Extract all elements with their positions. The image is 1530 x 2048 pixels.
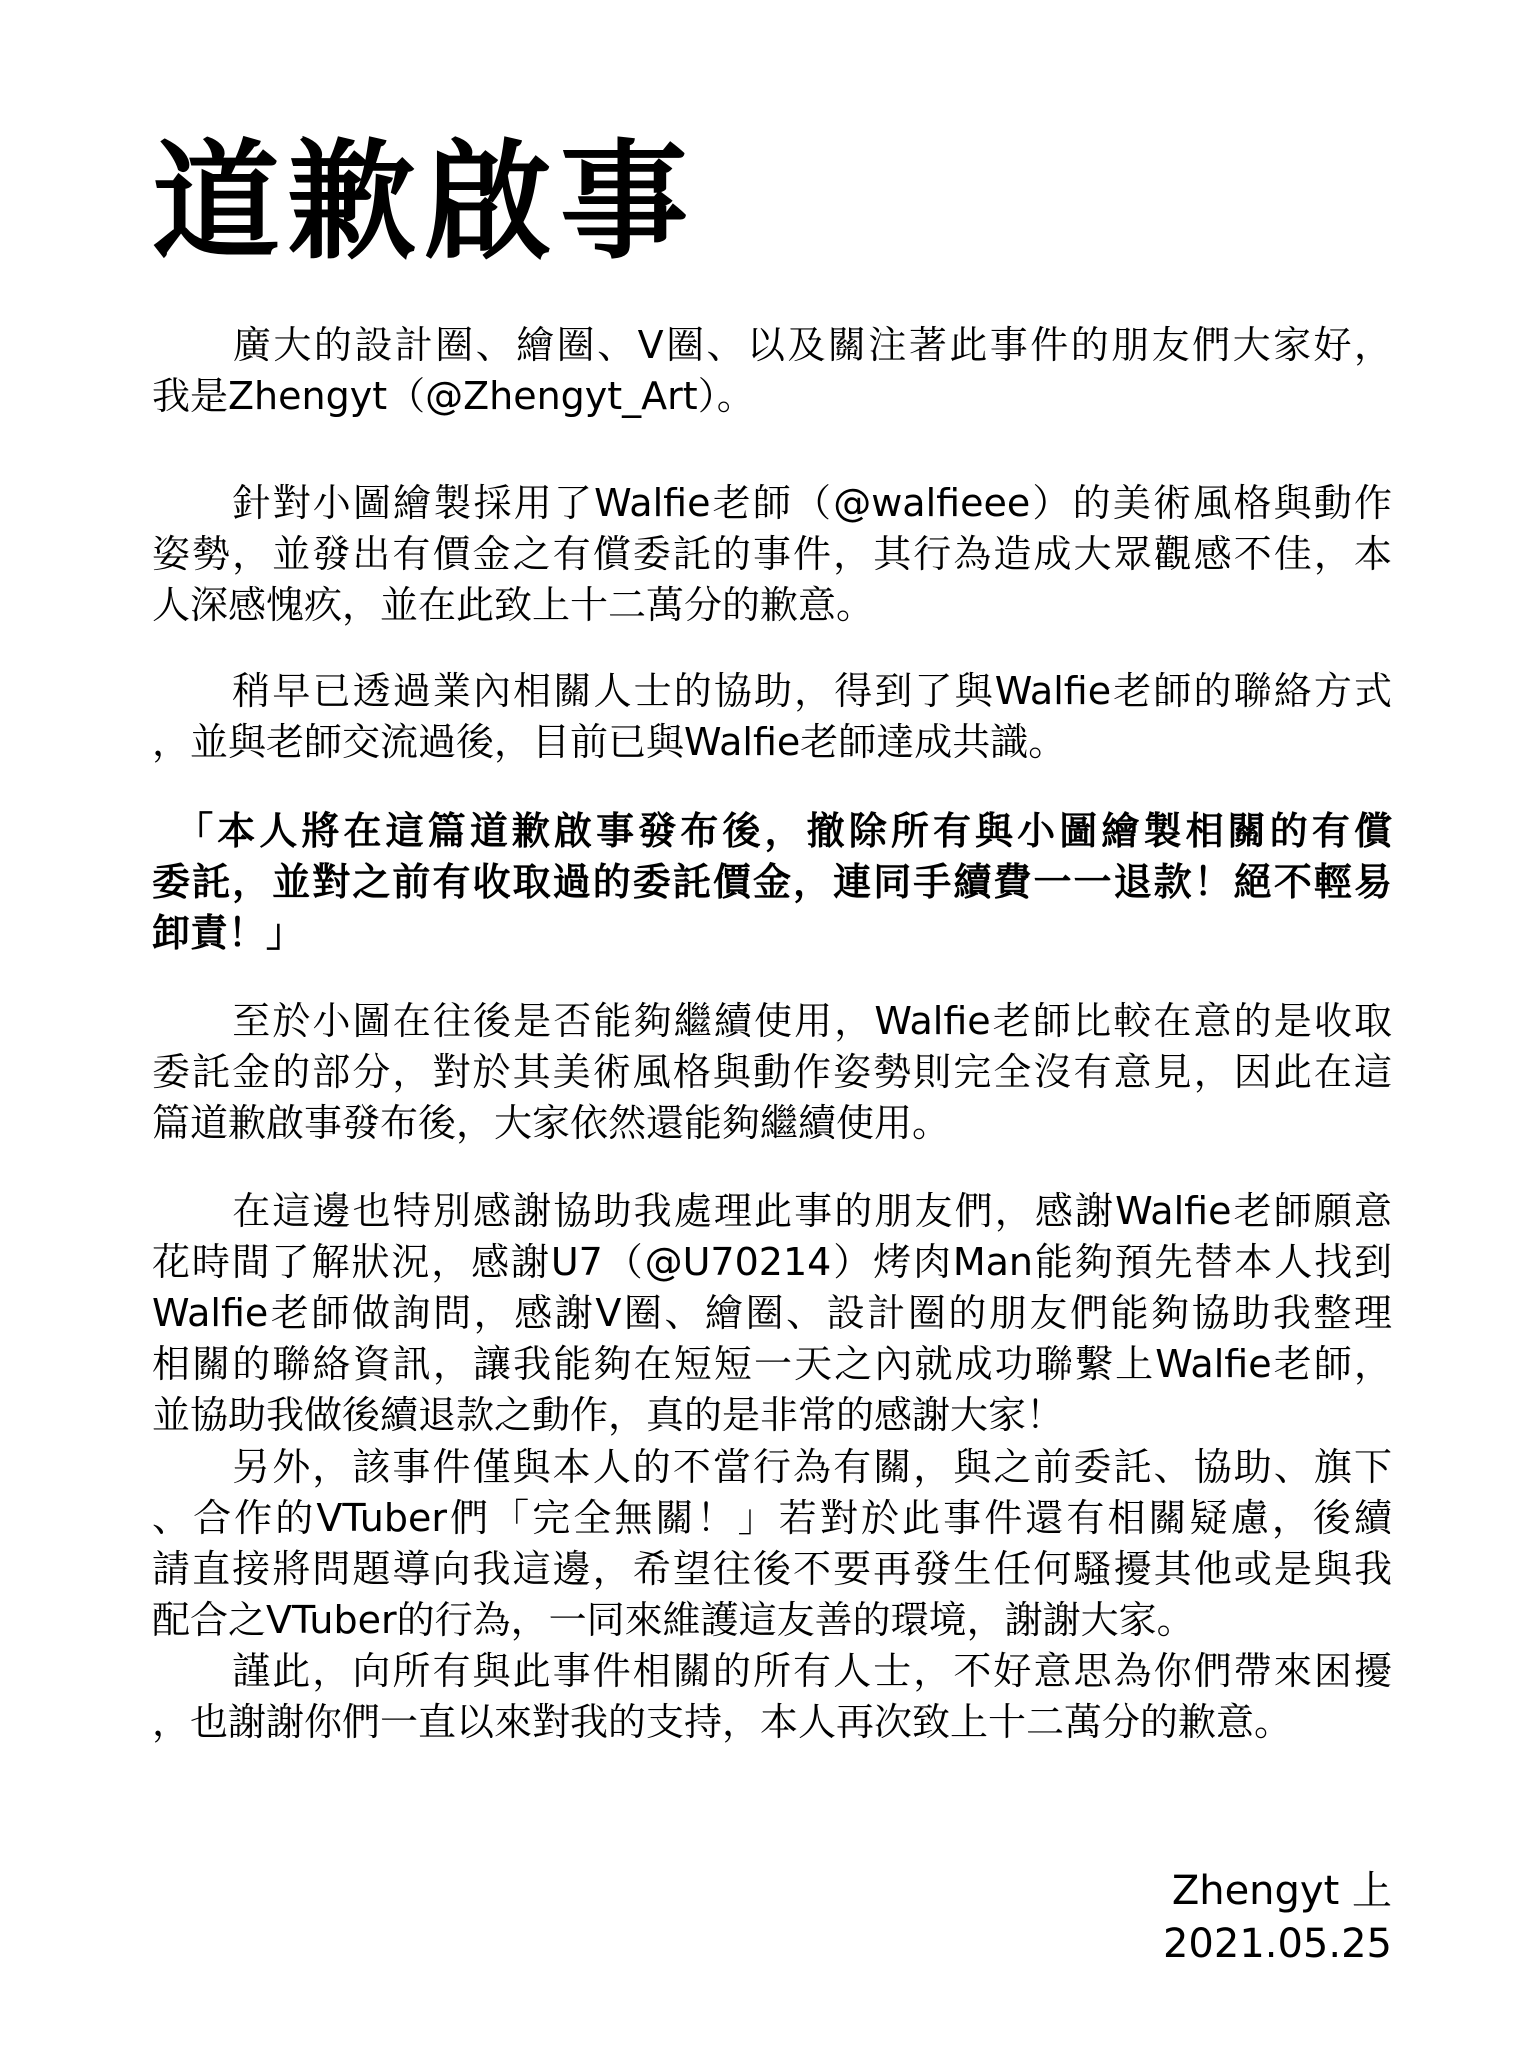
paragraph-line: 我是Zhengyt（@Zhengyt_Art）。 (152, 374, 755, 418)
paragraph-line: 至於小圖在往後是否能夠繼續使用，Walfie老師比較在意的是收取 (152, 999, 1392, 1043)
paragraph-line: 廣大的設計圈、繪圈、V圈、以及關注著此事件的朋友們大家好， (152, 323, 1392, 367)
paragraph (152, 478, 1392, 631)
paragraph-line: 、合作的VTuber們「完全無關！」若對於此事件還有相關疑慮，後續 (152, 1496, 1392, 1540)
paragraph (152, 1646, 1392, 1748)
paragraph (152, 806, 1392, 959)
paragraph-line: 並協助我做後續退款之動作，真的是非常的感謝大家！ (152, 1393, 1065, 1437)
paragraph-line: ，並與老師交流過後，目前已與Walfie老師達成共識。 (152, 720, 1067, 764)
paragraph-line: 篇道歉啟事發布後，大家依然還能夠繼續使用。 (152, 1101, 951, 1145)
paragraph-line: 配合之VTuber的行為，一同來維護這友善的環境，謝謝大家。 (152, 1598, 1195, 1642)
paragraph-line: 相關的聯絡資訊，讓我能夠在短短一天之內就成功聯繫上Walfie老師， (152, 1342, 1392, 1386)
paragraph-line: 委託，並對之前有收取過的委託價金，連同手續費一一退款！絕不輕易 (152, 860, 1392, 904)
paragraph-line: 花時間了解狀況，感謝U7（@U70214）烤肉Man能夠預先替本人找到 (152, 1240, 1392, 1284)
paragraph (152, 996, 1392, 1149)
paragraph-line: 請直接將問題導向我這邊，希望往後不要再發生任何騷擾其他或是與我 (152, 1547, 1392, 1591)
paragraph-line: ，也謝謝你們一直以來對我的支持，本人再次致上十二萬分的歉意。 (152, 1700, 1293, 1744)
paragraph-line: Walfie老師做詢問，感謝V圈、繪圈、設計圈的朋友們能夠協助我整理 (152, 1291, 1392, 1335)
document-title: 道歉啟事 (152, 128, 697, 277)
paragraph (152, 1186, 1392, 1441)
paragraph-line: 針對小圖繪製採用了Walfie老師（@walfieee）的美術風格與動作 (152, 481, 1392, 525)
paragraph-line: 另外，該事件僅與本人的不當行為有關，與之前委託、協助、旗下 (152, 1445, 1392, 1489)
paragraph-line: 在這邊也特別感謝協助我處理此事的朋友們，感謝Walfie老師願意 (152, 1189, 1392, 1233)
paragraph-line: 姿勢，並發出有價金之有償委託的事件，其行為造成大眾觀感不佳，本 (152, 532, 1392, 576)
paragraph (152, 1442, 1392, 1646)
signature-name: Zhengyt 上 (1171, 1868, 1392, 1914)
paragraph-line: 委託金的部分，對於其美術風格與動作姿勢則完全沒有意見，因此在這 (152, 1050, 1392, 1094)
paragraph-line: 稍早已透過業內相關人士的協助，得到了與Walfie老師的聯絡方式 (152, 669, 1392, 713)
paragraph (152, 320, 1392, 422)
paragraph-line: 卸責！」 (152, 911, 305, 955)
signature-date: 2021.05.25 (1162, 1921, 1392, 1967)
paragraph-line: 「本人將在這篇道歉啟事發布後，撤除所有與小圖繪製相關的有償 (152, 809, 1392, 853)
signature-block (1163, 1865, 1392, 1971)
paragraph-line: 謹此，向所有與此事件相關的所有人士，不好意思為你們帶來困擾 (152, 1649, 1392, 1693)
paragraph-line: 人深感愧疚，並在此致上十二萬分的歉意。 (152, 583, 875, 627)
paragraph (152, 666, 1392, 768)
